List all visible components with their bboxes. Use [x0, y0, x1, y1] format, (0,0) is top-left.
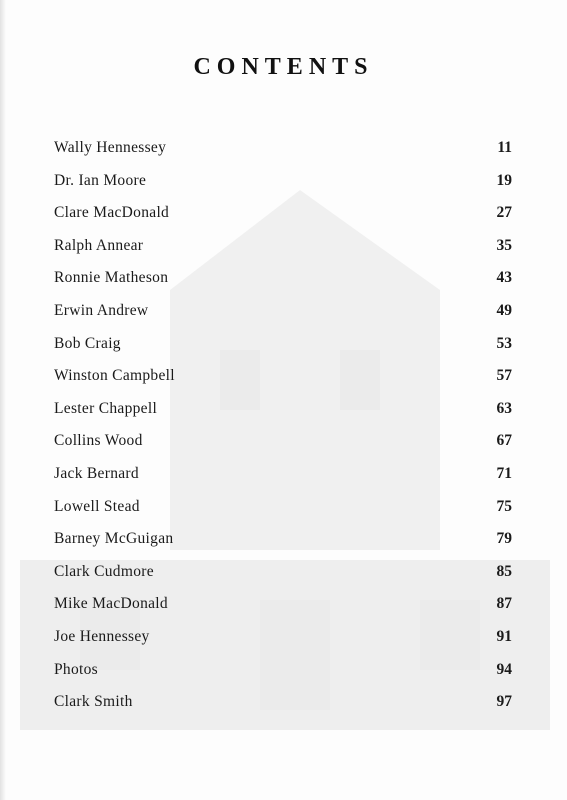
toc-entry-page-number: 75: [496, 497, 512, 515]
toc-entry-page-number: 53: [496, 334, 512, 352]
toc-entry-title: Clark Cudmore: [54, 562, 154, 580]
toc-entry-title: Ralph Annear: [54, 236, 144, 254]
toc-entry: [54, 302, 512, 335]
page-title: CONTENTS: [193, 54, 374, 80]
toc-entry-page-number: 79: [496, 530, 512, 548]
toc-entry-title: Lester Chappell: [54, 399, 158, 417]
page-edge-shadow: [0, 0, 6, 800]
toc-entry: [54, 237, 512, 270]
toc-entry: [54, 530, 512, 563]
toc-entry: [54, 498, 512, 531]
toc-entry: [54, 661, 512, 694]
toc-entry-title: Wally Hennessey: [54, 139, 167, 156]
toc-entry-page-number: 27: [496, 204, 512, 222]
toc-entry-title: Mike MacDonald: [54, 595, 168, 613]
toc-entry: [54, 172, 512, 205]
table-of-contents: [54, 139, 512, 726]
toc-entry: [54, 465, 512, 498]
toc-entry-title: Lowell Stead: [54, 497, 140, 515]
toc-entry: [54, 693, 512, 726]
toc-entry-title: Jack Bernard: [54, 464, 139, 482]
toc-entry-title: Winston Campbell: [54, 367, 175, 385]
toc-entry: [54, 367, 512, 400]
toc-entry: [54, 139, 512, 172]
toc-entry-title: Collins Wood: [54, 432, 143, 450]
toc-entry: [54, 269, 512, 302]
toc-entry-title: Erwin Andrew: [54, 301, 149, 319]
toc-entry: [54, 628, 512, 661]
toc-entry: [54, 204, 512, 237]
toc-entry-page-number: 91: [496, 627, 512, 645]
toc-entry: [54, 432, 512, 465]
toc-entry: [54, 400, 512, 433]
toc-entry-page-number: 57: [496, 367, 512, 385]
toc-entry-title: Dr. Ian Moore: [54, 171, 147, 189]
toc-entry-title: Clare MacDonald: [54, 204, 170, 222]
toc-entry-page-number: 11: [497, 139, 512, 156]
toc-entry-page-number: 97: [496, 693, 512, 711]
toc-entry-title: Ronnie Matheson: [54, 269, 169, 287]
toc-entry-page-number: 35: [496, 236, 512, 254]
toc-entry-page-number: 87: [496, 595, 512, 613]
toc-entry-title: Clark Smith: [54, 693, 133, 711]
toc-entry-page-number: 63: [496, 399, 512, 417]
toc-entry-page-number: 71: [496, 464, 512, 482]
toc-entry: [54, 595, 512, 628]
toc-entry-title: Barney McGuigan: [54, 530, 174, 548]
toc-entry-page-number: 67: [496, 432, 512, 450]
toc-entry-page-number: 49: [496, 301, 512, 319]
toc-entry-page-number: 94: [496, 660, 512, 678]
toc-entry-page-number: 43: [496, 269, 512, 287]
toc-entry-page-number: 19: [496, 171, 512, 189]
toc-entry: [54, 335, 512, 368]
toc-entry-title: Photos: [54, 660, 99, 678]
toc-entry: [54, 563, 512, 596]
toc-entry-page-number: 85: [496, 562, 512, 580]
toc-entry-title: Joe Hennessey: [54, 627, 150, 645]
toc-entry-title: Bob Craig: [54, 334, 121, 352]
